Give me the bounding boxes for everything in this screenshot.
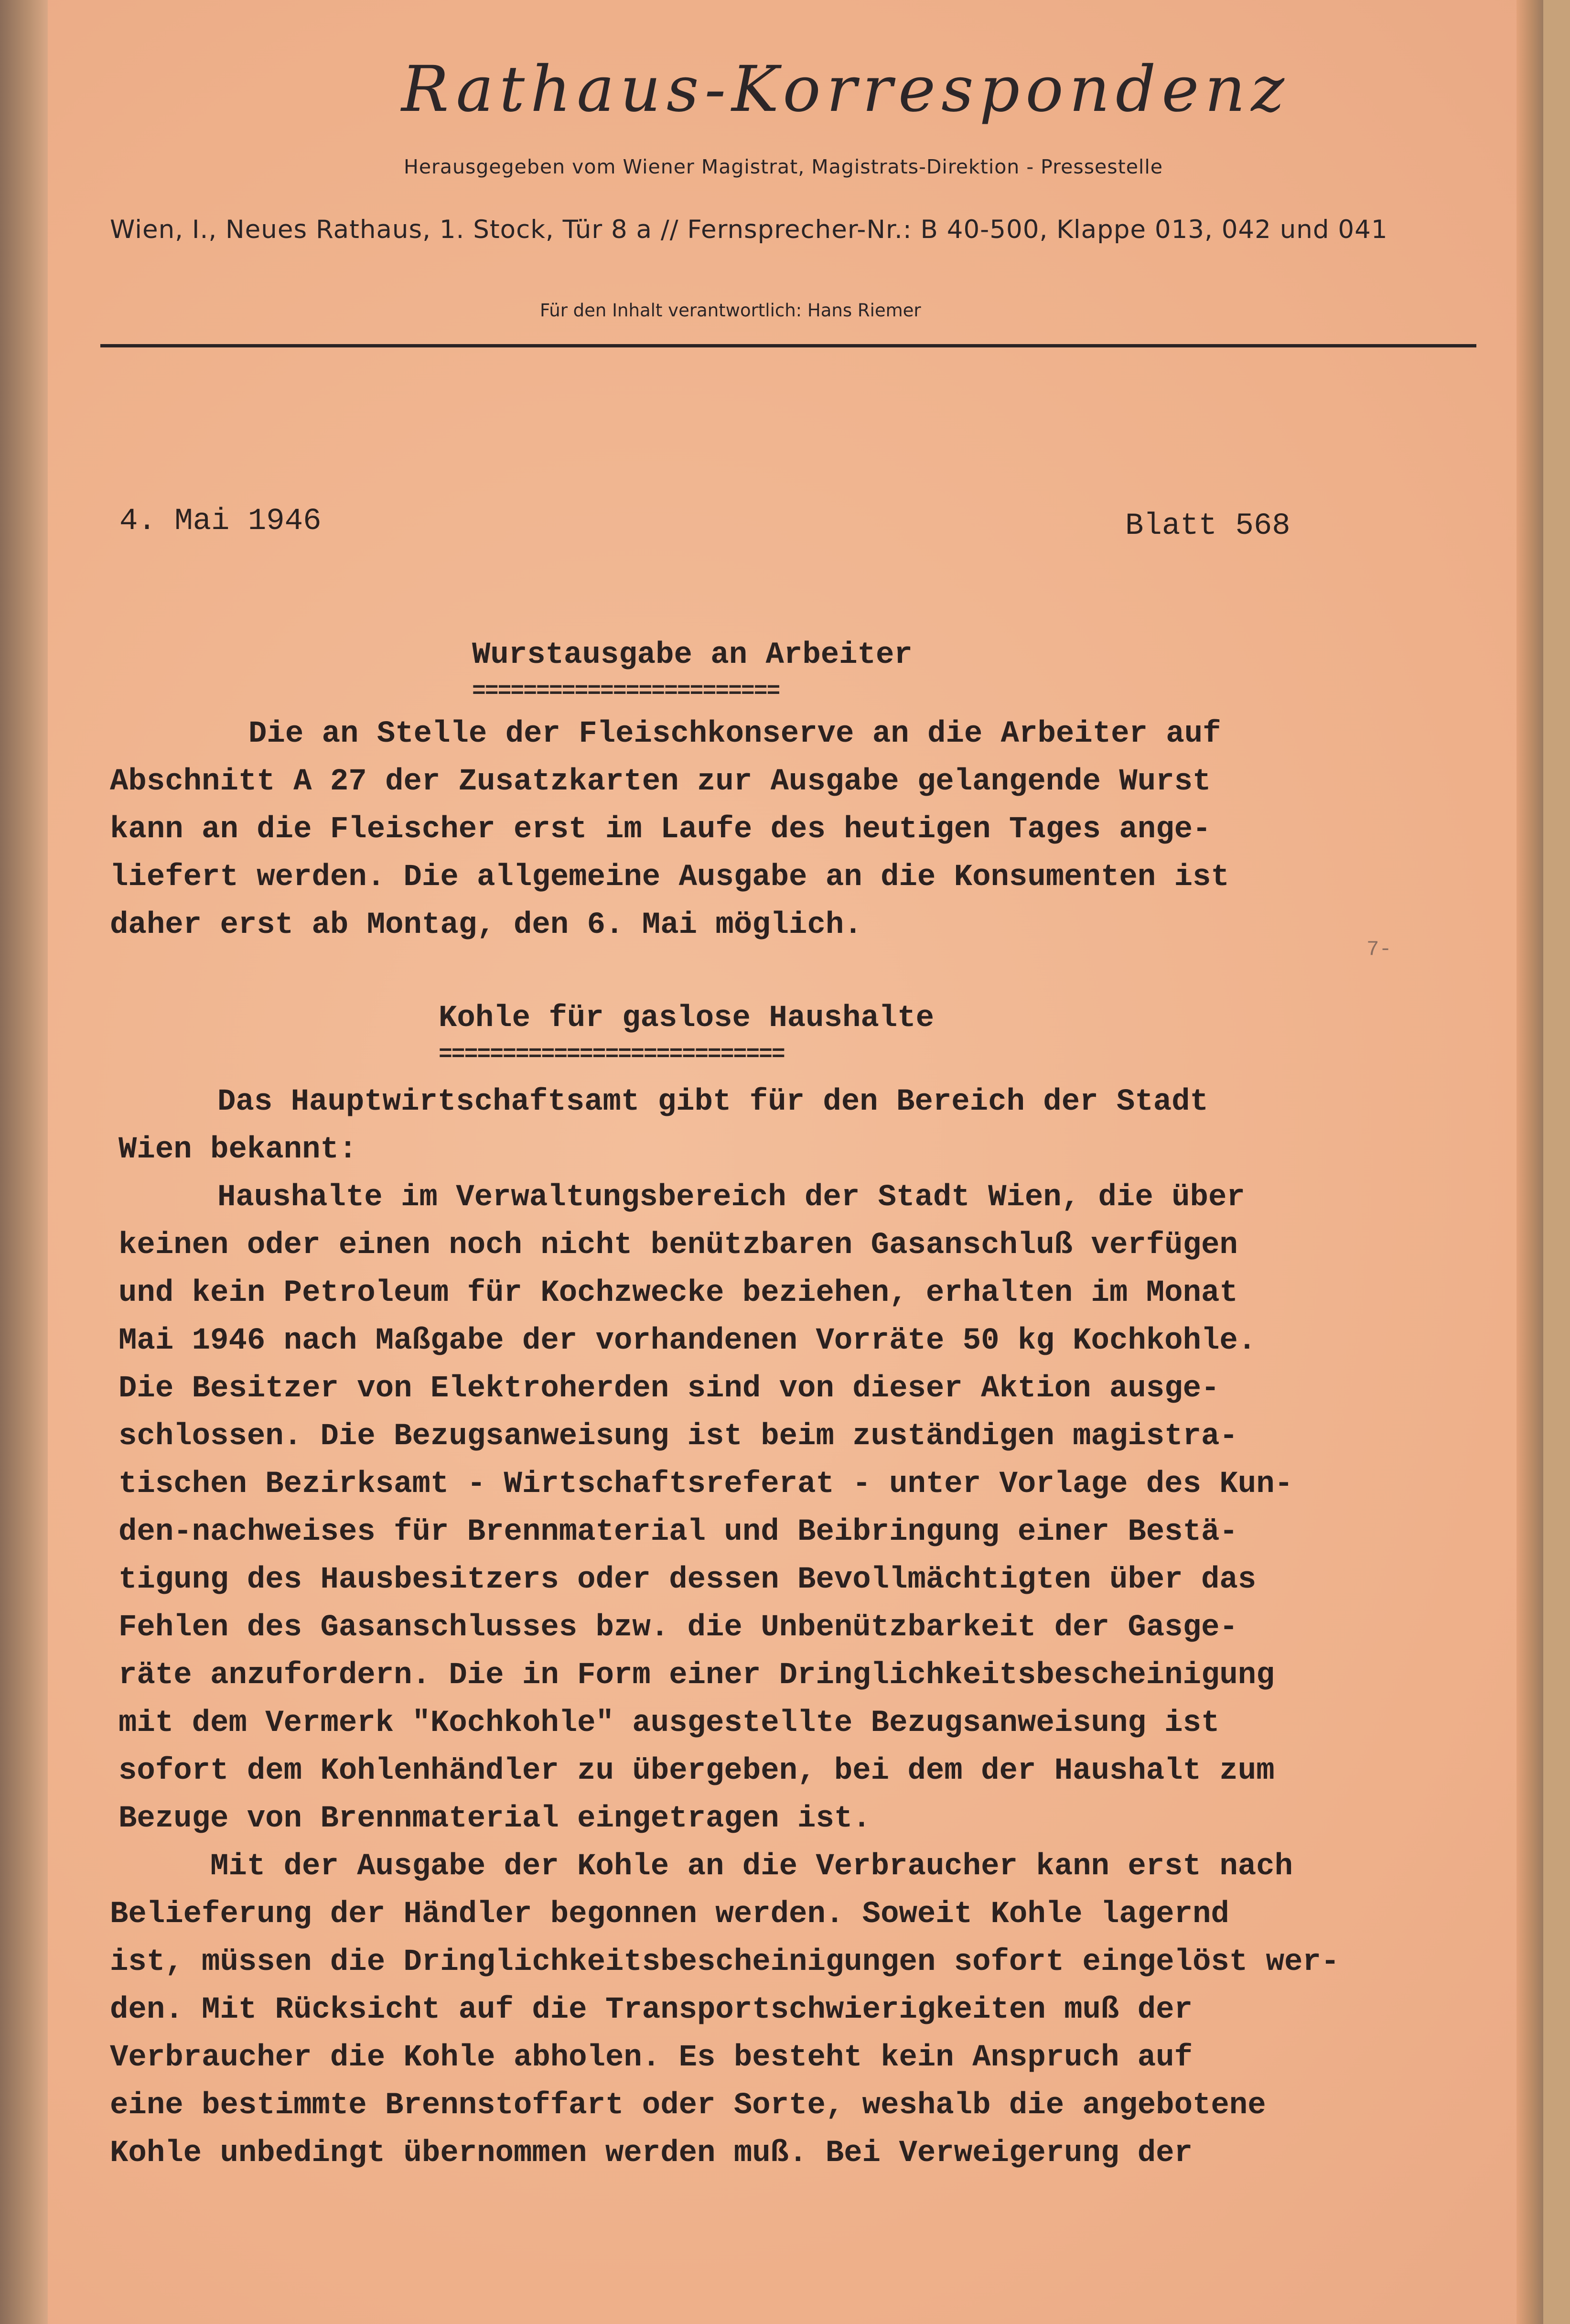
text-line: daher erst ab Montag, den 6. Mai möglich. xyxy=(110,908,862,942)
text-line: Fehlen des Gasanschlusses bzw. die Unbenützbarkeit der Gasge- xyxy=(118,1611,1238,1645)
text-line: tischen Bezirksamt - Wirtschaftsreferat - unter Vorlage des Kun- xyxy=(118,1467,1293,1502)
text-line: Abschnitt A 27 der Zusatzkarten zur Ausgabe gelangende Wurst xyxy=(110,765,1211,799)
sheet-number: Blatt 568 xyxy=(1125,509,1290,543)
text-line: sofort dem Kohlenhändler zu übergeben, bei dem der Haushalt zum xyxy=(118,1754,1275,1788)
book-binding-edge xyxy=(0,0,48,2324)
text-line: Wien bekannt: xyxy=(118,1133,357,1167)
text-line: tigung des Hausbesitzers oder dessen Bevollmächtigten über das xyxy=(118,1563,1257,1597)
article-title-underline: =========================== xyxy=(439,1042,785,1068)
text-line: Die an Stelle der Fleischkonserve an die Arbeiter auf xyxy=(248,717,1221,751)
text-line: Die Besitzer von Elektroherden sind von dieser Aktion ausge- xyxy=(118,1372,1220,1406)
ink-mark: 7- xyxy=(1366,938,1392,962)
text-line: Mit der Ausgabe der Kohle an die Verbraucher kann erst nach xyxy=(210,1849,1293,1884)
article-title-underline: ======================== xyxy=(472,679,780,704)
address-line: Wien, I., Neues Rathaus, 1. Stock, Tür 8 a // Fernsprecher-Nr.: B 40-500, Klappe 013, 042 und 041 xyxy=(110,215,1388,244)
header-rule xyxy=(100,344,1476,347)
text-line: Kohle unbedingt übernommen werden muß. Bei Verweigerung der xyxy=(110,2136,1193,2171)
text-line: Mai 1946 nach Maßgabe der vorhandenen Vorräte 50 kg Kochkohle. xyxy=(118,1324,1257,1358)
text-line: Verbraucher die Kohle abholen. Es besteht kein Anspruch auf xyxy=(110,2041,1193,2075)
article-title-kohle: Kohle für gaslose Haushalte xyxy=(439,1001,934,1036)
text-line: kann an die Fleischer erst im Laufe des heutigen Tages ange- xyxy=(110,812,1211,847)
text-line: Das Hauptwirtschaftsamt gibt für den Bereich der Stadt xyxy=(217,1085,1208,1119)
document-page xyxy=(48,0,1543,2324)
text-line: Bezuge von Brennmaterial eingetragen ist. xyxy=(118,1802,871,1836)
text-line: mit dem Vermerk "Kochkohle" ausgestellte Bezugsanweisung ist xyxy=(118,1706,1220,1740)
text-line: eine bestimmte Brennstoffart oder Sorte, weshalb die angebotene xyxy=(110,2088,1266,2123)
text-line: schlossen. Die Bezugsanweisung ist beim zuständigen magistra- xyxy=(118,1419,1238,1454)
publisher-line: Herausgegeben vom Wiener Magistrat, Magistrats-Direktion - Pressestelle xyxy=(404,155,1163,178)
text-line: Belieferung der Händler begonnen werden. Soweit Kohle lagernd xyxy=(110,1897,1229,1932)
article-title-wurstausgabe: Wurstausgabe an Arbeiter xyxy=(472,638,913,672)
page-right-edge xyxy=(1516,0,1543,2324)
text-line: den. Mit Rücksicht auf die Transportschwierigkeiten muß der xyxy=(110,1993,1193,2027)
masthead-title: Rathaus-Korrespondenz xyxy=(401,53,1290,126)
responsible-editor-line: Für den Inhalt verantwortlich: Hans Riemer xyxy=(540,300,921,321)
text-line: keinen oder einen noch nicht benützbaren Gasanschluß verfügen xyxy=(118,1228,1238,1263)
issue-date: 4. Mai 1946 xyxy=(119,504,322,539)
text-line: Haushalte im Verwaltungsbereich der Stadt Wien, die über xyxy=(217,1180,1245,1215)
text-line: den-nachweises für Brennmaterial und Beibringung einer Bestä- xyxy=(118,1515,1238,1549)
text-line: liefert werden. Die allgemeine Ausgabe an die Konsumenten ist xyxy=(110,860,1229,895)
text-line: und kein Petroleum für Kochzwecke beziehen, erhalten im Monat xyxy=(118,1276,1238,1310)
text-line: räte anzufordern. Die in Form einer Dringlichkeitsbescheinigung xyxy=(118,1658,1275,1693)
text-line: ist, müssen die Dringlichkeitsbescheinigungen sofort eingelöst wer- xyxy=(110,1945,1340,1979)
